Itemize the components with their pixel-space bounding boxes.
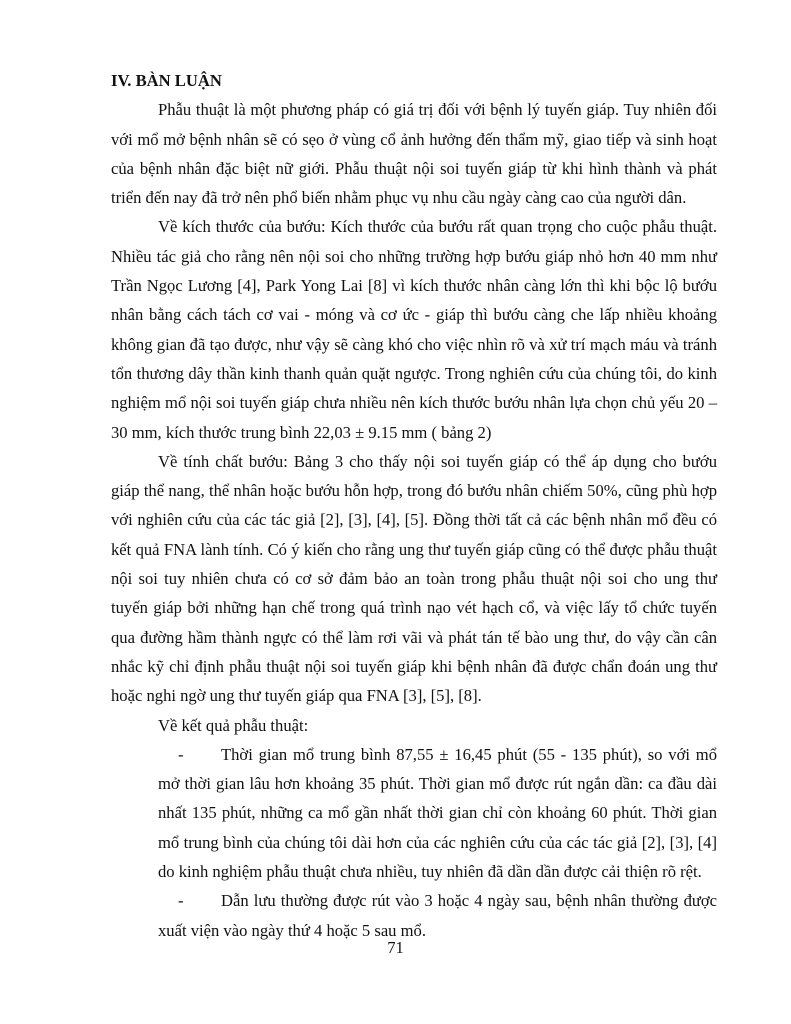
page-number: 71 <box>387 938 404 957</box>
section-heading: IV. BÀN LUẬN <box>111 71 222 90</box>
bullet-marker: - <box>178 891 184 911</box>
bullet-item-operation-time <box>158 740 717 886</box>
bullet-marker: - <box>178 744 184 764</box>
results-lead: Về kết quả phẫu thuật: <box>158 715 309 735</box>
paragraph-tumor-nature: Về tính chất bướu: Bảng 3 cho thấy nội soi tuyến giáp có thể áp dụng cho bướu giáp thể nang, thể nhân hoặc bướu hỗn hợp, trong đó bướu nhân chiếm 50%, cũng phù hợp với nghiên cứu của các tác giả [2], [3], [4], [5]. Đồng thời tất cả các bệnh nhân mổ đều có kết quả FNA lành tính. Có ý kiến cho rằng ung thư tuyến giáp cũng có thể được phẫu thuật nội soi tuy nhiên chưa có cơ sở đảm bảo an toàn trong phẫu thuật nội soi cho ung thư tuyến giáp bởi những hạn chế trong quá trình nạo vét hạch cổ, và việc lấy tổ chức tuyến qua đường hầm thành ngực có thể làm rơi vãi và phát tán tế bào ung thư, do vậy cần cân nhắc kỹ chỉ định phẫu thuật nội soi tuyến giáp khi bệnh nhân đã được chẩn đoán ung thư hoặc nghi ngờ ung thư tuyến giáp qua FNA [3], [5], [8]. <box>111 451 717 706</box>
bullet-text: Dẫn lưu thường được rút vào 3 hoặc 4 ngày sau, bệnh nhân thường được xuất viện vào ngày thứ 4 hoặc 5 sau mổ. <box>158 891 717 940</box>
paragraph-tumor-size: Về kích thước của bướu: Kích thước của bướu rất quan trọng cho cuộc phẫu thuật. Nhiều tác giả cho rằng nên nội soi cho những trường hợp bướu giáp nhỏ hơn 40 mm như Trần Ngọc Lương [4], Park Yong Lai [8] vì kích thước nhân càng lớn thì khi bộc lộ bướu nhân bằng cách tách cơ vai - móng và cơ ức - giáp thì bướu càng che lấp nhiều khoảng không gian đã tạo được, như vậy sẽ càng khó cho việc nhìn rõ và xử trí mạch máu và tránh tổn thương dây thần kinh thanh quản quặt ngược. Trong nghiên cứu của chúng tôi, do kinh nghiệm mổ nội soi tuyến giáp chưa nhiều nên kích thước bướu nhân lựa chọn chủ yếu 20 – 30 mm, kích thước trung bình 22,03 ± 9.15 mm ( bảng 2) <box>111 217 717 442</box>
bullet-text: Thời gian mổ trung bình 87,55 ± 16,45 phút (55 - 135 phút), so với mổ mở thời gian lâu hơn khoảng 35 phút. Thời gian mổ được rút ngắn dần: ca đầu dài nhất 135 phút, những ca mổ gần nhất thời gian chỉ còn khoảng 60 phút. Thời gian mổ trung bình của chúng tôi dài hơn của các nghiên cứu của các tác giả [2], [3], [4] do kinh nghiệm phẫu thuật chưa nhiều, tuy nhiên đã dần dần được cải thiện rõ rệt. <box>158 744 717 882</box>
document-page <box>111 66 717 945</box>
paragraph-intro: Phẫu thuật là một phương pháp có giá trị đối với bệnh lý tuyến giáp. Tuy nhiên đối với mổ mở bệnh nhân sẽ có sẹo ở vùng cổ ảnh hưởng đến thẩm mỹ, giao tiếp và sinh hoạt của bệnh nhân đặc biệt nữ giới. Phẫu thuật nội soi tuyến giáp từ khi hình thành và phát triển đến nay đã trở nên phổ biến nhằm phục vụ nhu cầu ngày càng cao của người dân. <box>111 100 717 208</box>
